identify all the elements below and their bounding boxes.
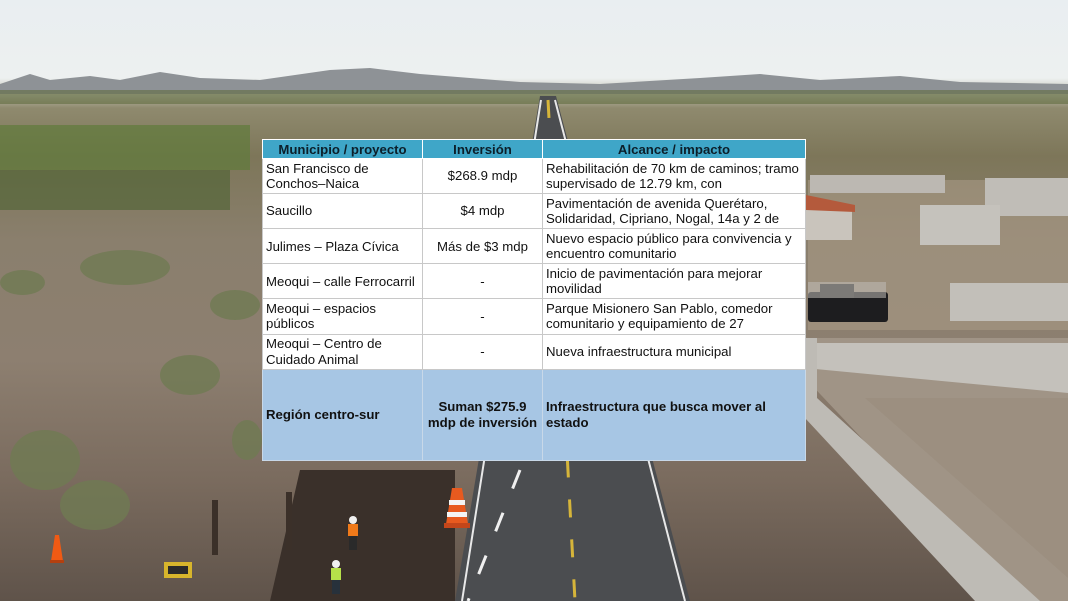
project-cell: San Francisco de Conchos–Naica xyxy=(263,159,423,194)
summary-region-cell: Región centro-sur xyxy=(263,369,423,460)
table-row xyxy=(263,159,806,194)
projects-table xyxy=(262,139,806,461)
shrub xyxy=(210,290,260,320)
project-cell: Meoqui – Centro de Cuidado Animal xyxy=(263,334,423,369)
investment-cell: - xyxy=(423,334,543,369)
shrub xyxy=(160,355,220,395)
perimeter-wall xyxy=(805,338,1068,601)
shrub xyxy=(10,430,80,490)
project-cell: Meoqui – espacios públicos xyxy=(263,299,423,334)
road-worker-icon xyxy=(346,516,360,550)
traffic-cone-icon xyxy=(50,535,64,563)
table-row xyxy=(263,229,806,264)
project-cell: Saucillo xyxy=(263,194,423,229)
investment-cell: $4 mdp xyxy=(423,194,543,229)
table-header-row xyxy=(263,140,806,159)
summary-row xyxy=(263,369,806,460)
impact-cell: Nueva infraestructura municipal xyxy=(543,334,806,369)
table-row xyxy=(263,264,806,299)
shrub xyxy=(80,250,170,285)
impact-cell: Rehabilitación de 70 km de caminos; tramo supervisado de 12.79 km, con xyxy=(543,159,806,194)
impact-cell: Parque Misionero San Pablo, comedor comunitario y equipamiento de 27 xyxy=(543,299,806,334)
investment-cell: $268.9 mdp xyxy=(423,159,543,194)
fence-posts xyxy=(200,490,310,560)
summary-investment-cell: Suman $275.9 mdp de inversión xyxy=(423,369,543,460)
shrub xyxy=(232,420,262,460)
table-row xyxy=(263,194,806,229)
road-worker-icon xyxy=(329,560,343,594)
impact-cell: Pavimentación de avenida Querétaro, Solidaridad, Cipriano, Nogal, 14a y 2 de xyxy=(543,194,806,229)
traffic-cone-icon xyxy=(444,488,470,528)
column-header-municipality: Municipio / proyecto xyxy=(263,140,423,159)
project-cell: Meoqui – calle Ferrocarril xyxy=(263,264,423,299)
project-cell: Julimes – Plaza Cívica xyxy=(263,229,423,264)
generator-icon xyxy=(164,560,192,580)
table-row xyxy=(263,299,806,334)
shrub xyxy=(60,480,130,530)
impact-cell: Inicio de pavimentación para mejorar movilidad xyxy=(543,264,806,299)
investment-cell: - xyxy=(423,264,543,299)
summary-impact-cell: Infraestructura que busca mover al estado xyxy=(543,369,806,460)
column-header-impact: Alcance / impacto xyxy=(543,140,806,159)
impact-cell: Nuevo espacio público para convivencia y encuentro comunitario xyxy=(543,229,806,264)
table-row xyxy=(263,334,806,369)
column-header-investment: Inversión xyxy=(423,140,543,159)
investment-cell: - xyxy=(423,299,543,334)
shrub xyxy=(0,270,45,295)
investment-cell: Más de $3 mdp xyxy=(423,229,543,264)
